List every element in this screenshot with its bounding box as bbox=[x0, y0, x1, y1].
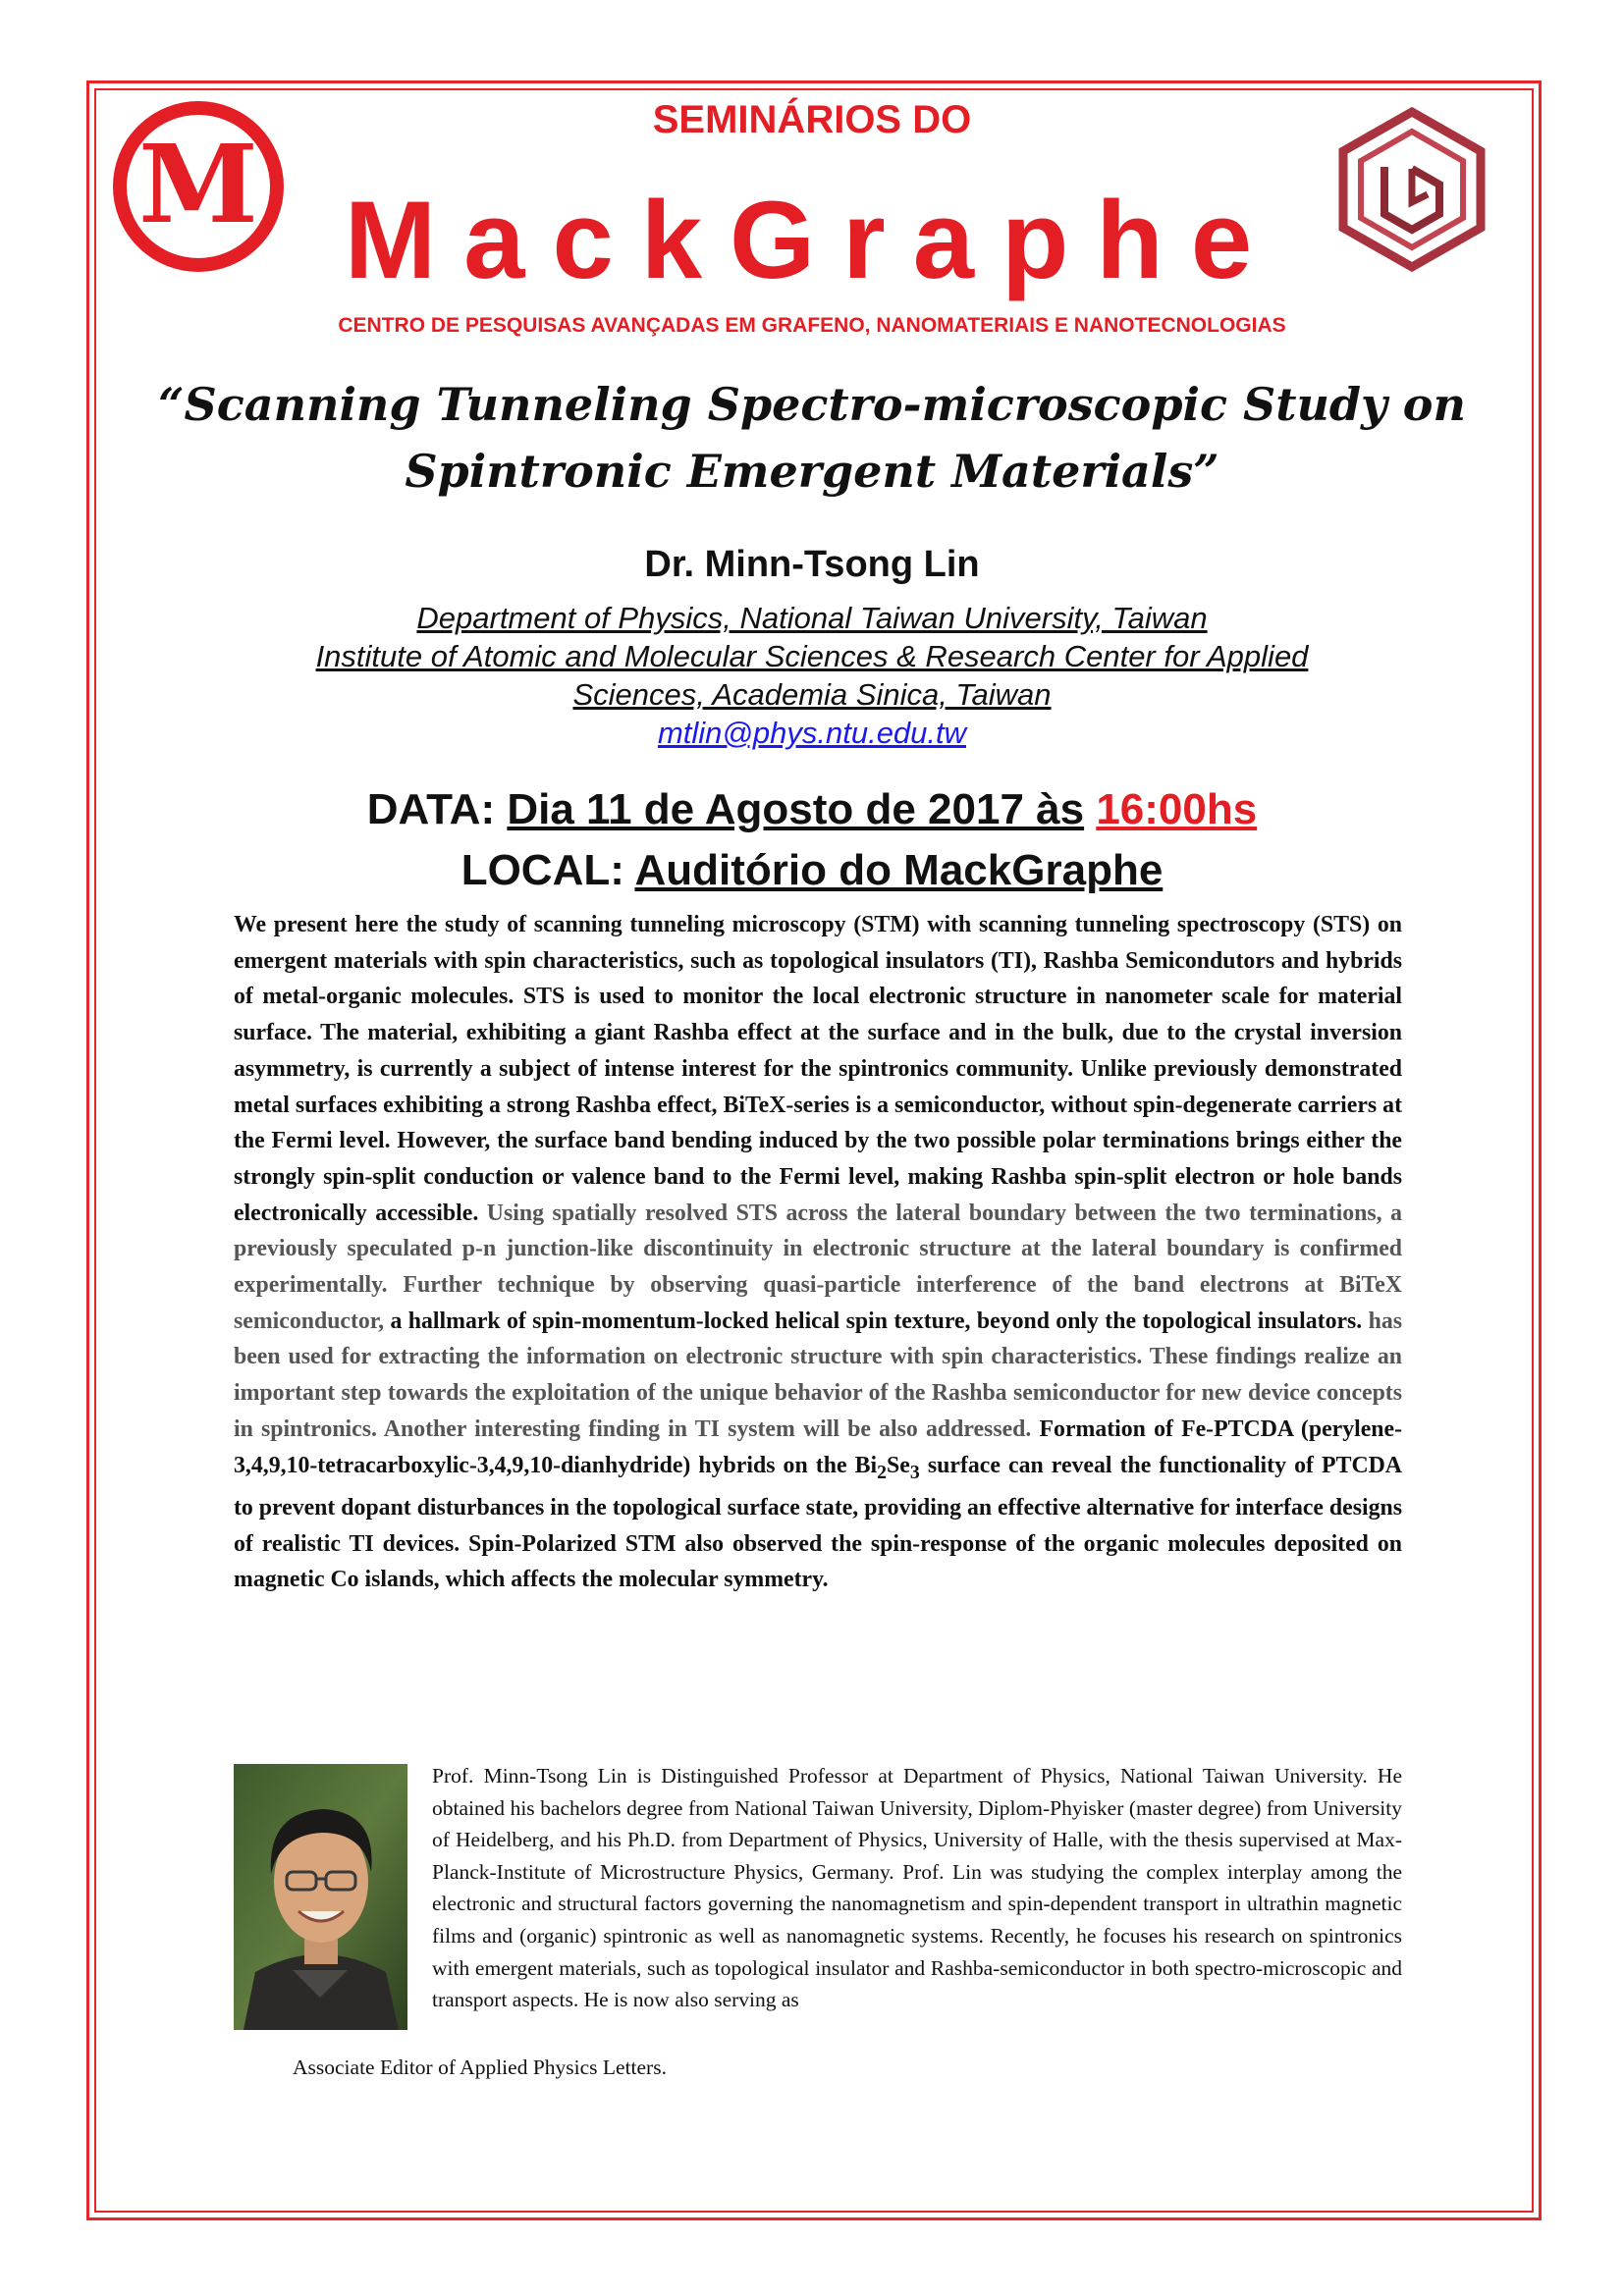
date-label: DATA: bbox=[366, 785, 496, 833]
abstract-subscript-2: 3 bbox=[909, 1461, 920, 1483]
abstract-part-2: Using spatially resolved STS across the lateral boundary between the two terminations, a previously speculated p-n junction-like discontinuity in electronic structure at the lateral boundary is confirmed experimentally. Further technique by observing quasi-particle interference of the band electrons at BiTeX semiconductor, bbox=[234, 1200, 1402, 1334]
centro-subtitle: CENTRO DE PESQUISAS AVANÇADAS EM GRAFENO, NANOMATERIAIS E NANOTECNOLOGIAS bbox=[338, 314, 1286, 337]
abstract-part-1: We present here the study of scanning tunneling microscopy (STM) with scanning tunneling spectroscopy (STS) on emergent materials with spin characteristics, such as topological insulators (TI), Rashba Semicondutors and hybrids of metal-organic molecules. STS is used to monitor the local electronic structure in nanometer scale for material surface. The material, exhibiting a giant Rashba effect at the surface and in the bulk, due to the crystal inversion asymmetry, is currently a subject of intense interest for the spintronics community. Unlike previously demonstrated metal surfaces exhibiting a strong Rashba effect, BiTeX-series is a semiconductor, without spin-degenerate carriers at the Fermi level. However, the surface band bending induced by the two possible polar terminations brings either the strongly spin-split conduction or valence band to the Fermi level, making Rashba spin-split electron or hole bands electronically accessible. bbox=[234, 912, 1402, 1226]
location-line bbox=[0, 846, 1624, 895]
abstract-part-4: has been used for extracting the information on electronic structure with spin characteristics. These findings realize an important step towards the exploitation of the unique behavior of the Rashba semiconductor for new device concepts in spintronics. Another interesting finding in TI system will be also addressed. bbox=[234, 1308, 1403, 1442]
speaker-bio: Prof. Minn-Tsong Lin is Distinguished Professor at Department of Physics, National Taiwan University. He obtained his bachelors degree from National Taiwan University, Diplom-Phyisker (master degree) from University of Heidelberg, and his Ph.D. from Department of Physics, University of Halle, with the thesis supervised at Max-Planck-Institute of Microstructure Physics, Germany. Prof. Lin was studying the complex interplay among the electronic and structural factors governing the nanomagnetism and spin-dependent transport in ultrathin magnetic films and (organic) spintronic as well as nanomagnetic systems. Recently, he focuses his research on spintronics with emergent materials, such as topological insulator and Rashba-semiconductor in both spectro-microscopic and transport aspects. He is now also serving as bbox=[432, 1764, 1402, 2012]
mackgraphe-wordmark: MackGraphe bbox=[344, 179, 1280, 301]
date-value: Dia 11 de Agosto de 2017 às bbox=[507, 785, 1085, 833]
speaker-email-link[interactable]: mtlin@phys.ntu.edu.tw bbox=[657, 716, 967, 750]
abstract-part-5b: Se bbox=[887, 1452, 910, 1478]
abstract-text bbox=[234, 907, 1402, 1598]
abstract-part-3: a hallmark of spin-momentum-locked helical spin texture, beyond only the topological insulators. bbox=[384, 1308, 1363, 1334]
speaker-name: Dr. Minn-Tsong Lin bbox=[644, 544, 980, 585]
seminarios-heading: SEMINÁRIOS DO bbox=[652, 98, 972, 141]
speaker-bio-end: Associate Editor of Applied Physics Letters. bbox=[293, 2056, 667, 2079]
talk-title-line-2: Spintronic Emergent Materials” bbox=[405, 445, 1219, 498]
abstract-part-5a: Formation of Fe-PTCDA (perylene-3,4,9,10-tetracarboxylic-3,4,9,10-dianhydride) hybrids on the Bi bbox=[234, 1415, 1402, 1478]
svg-text:M: M bbox=[138, 121, 258, 247]
affiliation-line-2: Institute of Atomic and Molecular Sciences & Research Center for Applied bbox=[315, 639, 1309, 673]
speaker-affiliation bbox=[177, 599, 1447, 752]
location-value: Auditório do MackGraphe bbox=[634, 846, 1164, 894]
abstract-subscript-1: 2 bbox=[877, 1461, 888, 1483]
date-line bbox=[0, 785, 1624, 834]
affiliation-line-3: Sciences, Academia Sinica, Taiwan bbox=[572, 677, 1052, 712]
location-label: LOCAL: bbox=[460, 846, 624, 894]
abstract-part-5c: surface can reveal the functionality of PTCDA to prevent dopant disturbances in the topological surface state, providing an effective alternative for interface designs of realistic TI devices. Spin-Polarized STM also observed the spin-response of the organic molecules deposited on magnetic Co islands, which affects the molecular symmetry. bbox=[234, 1452, 1402, 1593]
talk-title bbox=[157, 371, 1467, 505]
talk-title-line-1: “Scanning Tunneling Spectro-microscopic Study on bbox=[158, 378, 1466, 431]
speaker-photo bbox=[234, 1764, 407, 2030]
affiliation-line-1: Department of Physics, National Taiwan University, Taiwan bbox=[416, 601, 1208, 635]
time-value: 16:00hs bbox=[1096, 785, 1258, 833]
